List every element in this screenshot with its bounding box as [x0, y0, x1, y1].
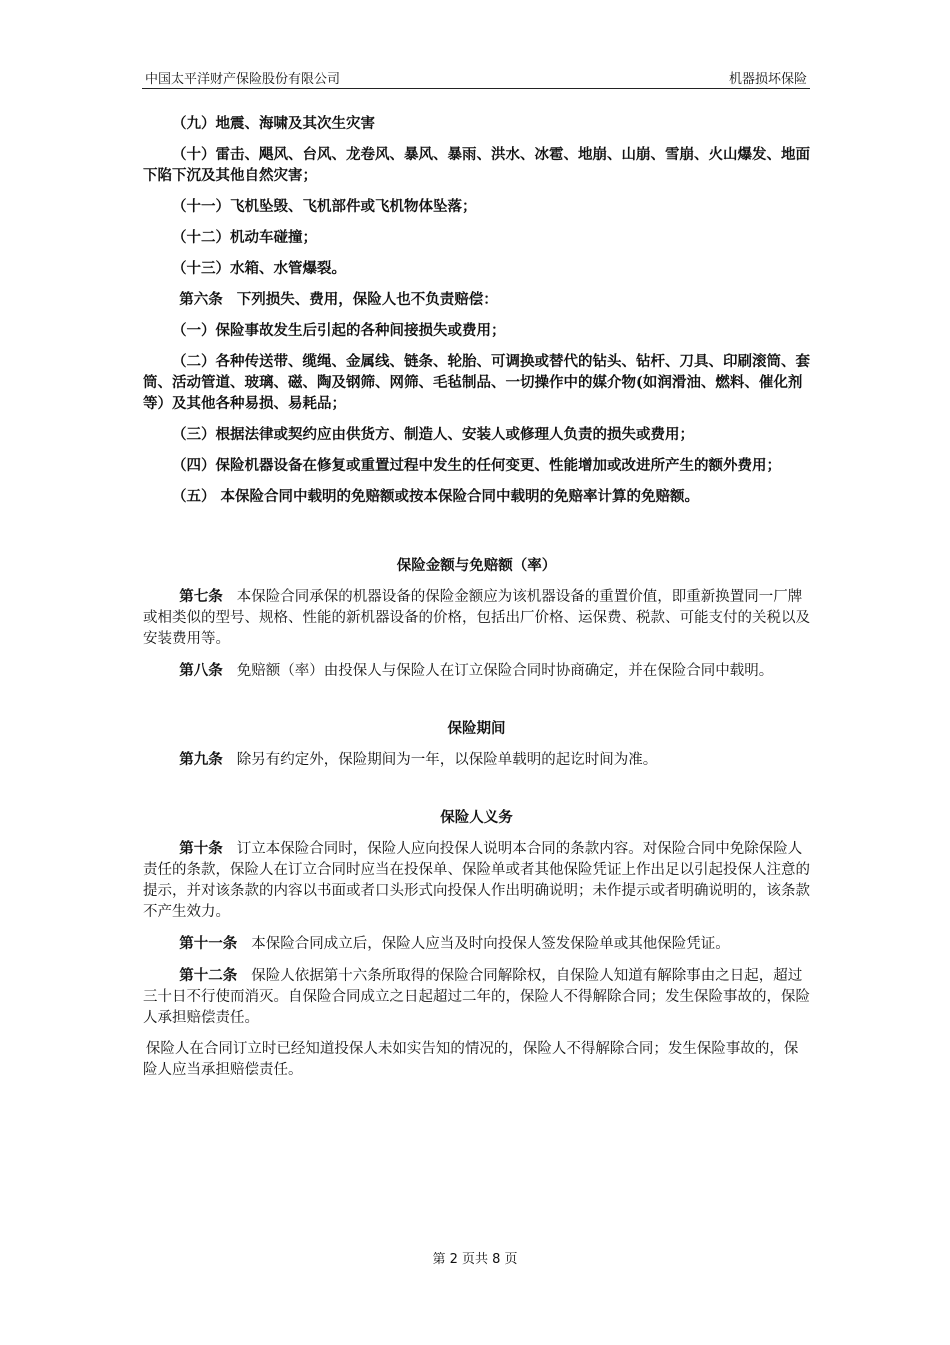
article-label: 第十一条: [179, 935, 238, 952]
article-12: [143, 965, 810, 1029]
article-label: 第十二条: [179, 967, 238, 984]
section-heading: 保险人义务: [440, 809, 513, 826]
article-text: 除另有约定外，保险期间为一年，以保险单载明的起讫时间为准。: [236, 752, 658, 768]
article-label: 第六条: [179, 291, 223, 308]
header-company: 中国太平洋财产保险股份有限公司: [145, 72, 341, 87]
list-item: （三）根据法律或契约应由供货方、制造人、安装人或修理人负责的损失或费用；: [172, 426, 694, 443]
section-heading: 保险金额与免赔额（率）: [396, 557, 557, 574]
article-label: 第十条: [179, 840, 223, 857]
list-item: （四）保险机器设备在修复或重置过程中发生的任何变更、性能增加或改进所产生的额外费用；: [172, 457, 781, 474]
article-text: 本保险合同承保的机器设备的保险金额应为该机器设备的重置价值，即重新换置同一厂牌或相类似的型号、规格、性能的新机器设备的价格，包括出厂价格、运保费、税款、可能支付的关税以及安装费用等。: [143, 589, 810, 647]
list-item: （二）各种传送带、缆绳、金属线、链条、轮胎、可调换或替代的钻头、钻杆、刀具、印刷滚筒、套筒、活动管道、玻璃、磁、陶及钢筛、网筛、毛毡制品、一切操作中的媒介物(如润滑油、燃料、催化剂等）及其他各种易损、易耗品；: [143, 353, 810, 412]
article-11: [143, 933, 810, 955]
article-6: [143, 289, 810, 310]
document-body: [143, 113, 810, 1091]
article-text: 保险人依据第十六条所取得的保险合同解除权，自保险人知道有解除事由之日起，超过三十日不行使而消灭。自保险合同成立之日起超过二年的，保险人不得解除合同；发生保险事故的，保险人承担赔偿责任。: [143, 968, 810, 1026]
list-item: （一）保险事故发生后引起的各种间接损失或费用；: [172, 322, 506, 339]
section-heading: 保险期间: [447, 720, 506, 737]
page-number: 第 2 页共 8 页: [432, 1252, 518, 1267]
list-item: （十二）机动车碰撞；: [172, 229, 317, 246]
page-header: [142, 66, 810, 89]
article-label: 第八条: [179, 662, 223, 679]
list-item: （五） 本保险合同中载明的免赔额或按本保险合同中载明的免赔率计算的免赔额。: [172, 488, 700, 505]
article-7: [143, 586, 810, 650]
list-item: （十三）水箱、水管爆裂。: [172, 260, 346, 277]
article-10: [143, 838, 810, 923]
paragraph: 保险人在合同订立时已经知道投保人未如实告知的情况的，保险人不得解除合同；发生保险事故的，保险人应当承担赔偿责任。: [143, 1041, 799, 1078]
article-text: 本保险合同成立后，保险人应当及时向投保人签发保险单或其他保险凭证。: [251, 936, 730, 952]
article-8: [143, 660, 810, 682]
list-item: （九）地震、海啸及其次生灾害: [172, 115, 375, 132]
header-product: 机器损坏保险: [728, 72, 807, 87]
article-label: 第九条: [179, 751, 223, 768]
article-label: 第七条: [179, 588, 223, 605]
article-text: 订立本保险合同时，保险人应向投保人说明本合同的条款内容。对保险合同中免除保险人责任的条款，保险人在订立合同时应当在投保单、保险单或者其他保险凭证上作出足以引起投保人注意的提示，并对该条款的内容以书面或者口头形式向投保人作出明确说明；未作提示或者明确说明的，该条款不产生效力。: [143, 841, 810, 920]
list-item: （十一）飞机坠毁、飞机部件或飞机物体坠落；: [172, 198, 477, 215]
page-footer: [0, 1248, 950, 1267]
article-text: 免赔额（率）由投保人与保险人在订立保险合同时协商确定，并在保险合同中载明。: [236, 663, 774, 679]
article-text: 下列损失、费用，保险人也不负责赔偿：: [236, 291, 498, 308]
article-9: [143, 749, 810, 771]
list-item: （十）雷击、飓风、台风、龙卷风、暴风、暴雨、洪水、冰雹、地崩、山崩、雪崩、火山爆发、地面下陷下沉及其他自然灾害；: [143, 146, 810, 184]
